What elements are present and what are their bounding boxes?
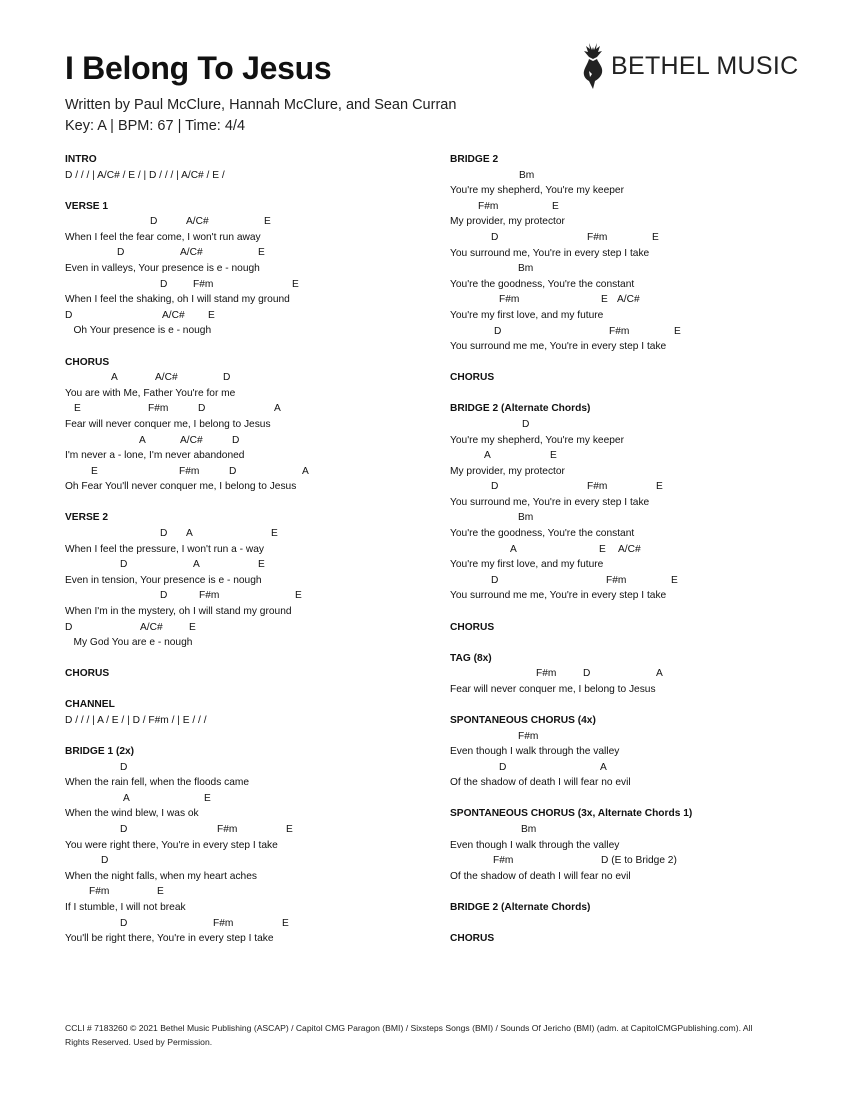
lyric-line: Of the shadow of death I will fear no evil [450, 777, 631, 789]
chord-line [450, 417, 840, 433]
chord-symbol: A [139, 434, 146, 446]
chord-line [65, 853, 455, 869]
copyright-footer: CCLI # 7183260 © 2021 Bethel Music Publishing (ASCAP) / Capitol CMG Paragon (BMI) / Sixsteps Songs (BMI) / Sounds Of Jericho (BMI) (adm. at CapitolCMGPublishing.com). All Rights Reserved. Used by Permission. [65, 1023, 753, 1047]
section-heading: CHORUS [450, 621, 495, 633]
chord-symbol: F#m [148, 403, 169, 415]
chord-symbol: F#m [213, 917, 234, 929]
chord-symbol: D (E to Bridge 2) [601, 855, 677, 867]
chord-line [450, 324, 840, 340]
song-section [450, 651, 840, 698]
chord-symbol: D [160, 527, 168, 539]
chord-symbol: E [550, 450, 557, 462]
chord-symbol: E [671, 574, 678, 586]
section-heading: BRIDGE 1 (2x) [65, 746, 135, 757]
lyric-line: Even in valleys, Your presence is e - nough [65, 263, 260, 275]
lyric-line: D / / / | A / E / | D / F#m / | E / / / [65, 714, 207, 726]
chord-symbol: F#m [587, 481, 608, 493]
chord-symbol: F#m [493, 855, 514, 867]
chord-symbol: A [302, 465, 309, 477]
chord-symbol: A/C# [617, 294, 640, 306]
song-section [450, 713, 840, 791]
chord-line [65, 557, 455, 573]
chord-symbol: Bm [518, 512, 534, 524]
chord-symbol: D [120, 559, 128, 571]
chord-symbol: E [286, 823, 293, 835]
song-section [450, 401, 840, 604]
section-heading: SPONTANEOUS CHORUS (3x, Alternate Chords 1) [450, 808, 693, 820]
chord-symbol: E [295, 590, 302, 602]
lyric-line: Oh Fear You'll never conquer me, I belong to Jesus [65, 481, 297, 493]
section-heading: BRIDGE 2 [450, 154, 499, 165]
chord-symbol: E [656, 481, 663, 493]
chord-symbol: A/C# [180, 247, 203, 259]
lyric-line: You surround me, You're in every step I take [450, 496, 650, 508]
chord-line [65, 370, 455, 386]
chord-symbol: E [264, 216, 271, 228]
section-heading: VERSE 2 [65, 512, 109, 524]
chord-symbol: E [292, 278, 299, 290]
lyric-line: You're the goodness, You're the constant [450, 528, 635, 540]
section-heading: TAG (8x) [450, 652, 492, 664]
chord-symbol: D [160, 590, 168, 602]
lyric-line: When the wind blew, I was ok [65, 808, 199, 820]
chord-line [65, 433, 455, 449]
chord-line [65, 245, 455, 261]
section-heading: BRIDGE 2 (Alternate Chords) [450, 901, 591, 913]
section-heading: CHORUS [65, 356, 110, 368]
lyric-line: You're my shepherd, You're my keeper [450, 434, 624, 446]
lyric-line: When I feel the fear come, I won't run away [65, 231, 261, 243]
chord-symbol: E [552, 200, 559, 212]
chord-line [65, 308, 455, 324]
lyric-line: When the night falls, when my heart aches [65, 870, 257, 882]
bethel-music-logo [580, 40, 798, 92]
chord-symbol: E [271, 527, 278, 539]
lyric-line: I'm never a - lone, I'm never abandoned [65, 450, 245, 462]
chord-symbol: D [499, 761, 507, 773]
chord-symbol: D [150, 216, 158, 228]
chord-symbol: F#m [478, 200, 499, 212]
section-heading: SPONTANEOUS CHORUS (4x) [450, 714, 596, 726]
chord-symbol: A [656, 668, 663, 680]
songwriters-line: Written by Paul McClure, Hannah McClure, and Sean Curran [65, 97, 457, 113]
chord-symbol: D [583, 668, 591, 680]
chord-line [65, 588, 455, 604]
chord-symbol: D [232, 434, 240, 446]
stag-head-icon [580, 41, 606, 91]
chord-symbol: Bm [518, 263, 534, 275]
chord-symbol: D [522, 418, 530, 430]
chord-symbol: E [674, 325, 681, 337]
chord-symbol: F#m [606, 574, 627, 586]
chord-line [450, 510, 840, 526]
section-heading: BRIDGE 2 (Alternate Chords) [450, 403, 591, 415]
chord-line [65, 916, 455, 932]
lyric-line: You're my shepherd, You're my keeper [450, 185, 624, 197]
chord-line [450, 448, 840, 464]
chord-symbol: F#m [217, 823, 238, 835]
lyric-line: Fear will never conquer me, I belong to Jesus [450, 683, 656, 695]
section-heading: CHORUS [65, 668, 110, 680]
lyric-line: My provider, my protector [450, 216, 565, 228]
section-heading: CHORUS [450, 372, 495, 384]
song-section [65, 355, 455, 495]
chord-symbol: E [208, 309, 215, 321]
song-section [65, 199, 455, 339]
chord-symbol: D [117, 247, 125, 259]
section-heading: CHORUS [450, 932, 495, 944]
chord-line [450, 760, 840, 776]
lyric-line: You surround me me, You're in every step I take [450, 341, 667, 353]
chord-symbol: D [120, 823, 128, 835]
chord-symbol: F#m [89, 886, 110, 898]
chord-symbol: D [223, 372, 231, 384]
song-section [65, 744, 455, 947]
chord-symbol: F#m [499, 294, 520, 306]
chord-symbol: D [494, 325, 502, 337]
chord-line [65, 526, 455, 542]
lyric-line: When the rain fell, when the floods came [65, 777, 250, 789]
chord-line [450, 292, 840, 308]
song-section [450, 370, 840, 386]
chord-symbol: E [157, 886, 164, 898]
lyric-line: You're my first love, and my future [450, 309, 604, 321]
lyric-line: Even though I walk through the valley [450, 746, 620, 758]
chord-symbol: A [484, 450, 491, 462]
chord-symbol: A/C# [186, 216, 209, 228]
chord-line [450, 261, 840, 277]
lyric-line: Even though I walk through the valley [450, 839, 620, 851]
chord-symbol: E [282, 917, 289, 929]
chord-symbol: E [258, 247, 265, 259]
chord-line [450, 666, 840, 682]
lyric-line: You surround me me, You're in every step I take [450, 590, 667, 602]
chord-line [450, 573, 840, 589]
lyric-line: You'll be right there, You're in every step I take [65, 933, 274, 945]
lyric-line: You're the goodness, You're the constant [450, 278, 635, 290]
lyric-line: When I feel the shaking, oh I will stand my ground [65, 294, 290, 306]
chord-line [65, 277, 455, 293]
chord-symbol: F#m [609, 325, 630, 337]
song-section [450, 620, 840, 636]
lyric-line: Fear will never conquer me, I belong to Jesus [65, 418, 271, 430]
chord-symbol: A [123, 792, 130, 804]
lyric-line: You are with Me, Father You're for me [65, 387, 236, 399]
chord-symbol: D [491, 481, 499, 493]
lyric-line: D / / / | A/C# / E / | D / / / | A/C# / E / [65, 169, 225, 181]
song-section [450, 931, 840, 947]
chord-symbol: E [258, 559, 265, 571]
chord-line [65, 760, 455, 776]
song-section [65, 510, 455, 650]
chord-symbol: E [189, 621, 196, 633]
key-bpm-time-line: Key: A | BPM: 67 | Time: 4/4 [65, 118, 246, 134]
chord-symbol: E [601, 294, 608, 306]
lyric-line: If I stumble, I will not break [65, 901, 186, 913]
song-title: I Belong To Jesus [65, 50, 332, 86]
chord-line [65, 214, 455, 230]
chord-symbol: D [101, 855, 109, 867]
chord-symbol: A [274, 403, 281, 415]
chord-symbol: D [120, 761, 128, 773]
right-column [450, 152, 840, 962]
lyric-line: When I'm in the mystery, oh I will stand my ground [65, 605, 292, 617]
chord-symbol: E [91, 465, 98, 477]
chord-symbol: Bm [521, 823, 537, 835]
lyric-line: You're my first love, and my future [450, 559, 604, 571]
lyric-line: When I feel the pressure, I won't run a - way [65, 543, 264, 555]
chord-symbol: A [111, 372, 118, 384]
chord-symbol: F#m [536, 668, 557, 680]
song-section [65, 152, 455, 183]
chord-symbol: D [491, 574, 499, 586]
chord-symbol: D [65, 621, 73, 633]
chord-symbol: D [229, 465, 237, 477]
left-column [65, 152, 455, 962]
chord-line [450, 199, 840, 215]
chord-line [65, 791, 455, 807]
chord-symbol: A/C# [180, 434, 203, 446]
chord-symbol: A/C# [162, 309, 185, 321]
chord-symbol: F#m [199, 590, 220, 602]
chord-line [450, 542, 840, 558]
chord-line [65, 822, 455, 838]
song-section [450, 806, 840, 884]
section-heading: INTRO [65, 154, 97, 165]
lyric-line: Even in tension, Your presence is e - nough [65, 574, 262, 586]
chord-symbol: F#m [587, 231, 608, 243]
chord-symbol: A [186, 527, 193, 539]
chord-symbol: A [510, 543, 517, 555]
chord-symbol: A/C# [618, 543, 641, 555]
lyric-line: Oh Your presence is e - nough [65, 325, 212, 337]
song-section [65, 666, 455, 682]
chord-symbol: E [74, 403, 81, 415]
chord-symbol: A/C# [140, 621, 163, 633]
section-heading: CHANNEL [65, 699, 115, 711]
song-section [450, 900, 840, 916]
chord-line [450, 479, 840, 495]
chord-symbol: A/C# [155, 372, 178, 384]
chord-line [450, 168, 840, 184]
lyric-line: You surround me, You're in every step I take [450, 247, 650, 259]
lyric-line: My provider, my protector [450, 465, 565, 477]
chord-line [65, 884, 455, 900]
chord-symbol: F#m [518, 730, 539, 742]
chord-symbol: E [652, 231, 659, 243]
chord-symbol: D [65, 309, 73, 321]
chord-line [450, 230, 840, 246]
chord-symbol: F#m [179, 465, 200, 477]
chord-line [65, 620, 455, 636]
lyric-line: Of the shadow of death I will fear no evil [450, 870, 631, 882]
song-section [450, 152, 840, 355]
logo-wordmark: BETHEL MUSIC [611, 51, 799, 80]
lyric-line: You were right there, You're in every step I take [65, 839, 278, 851]
chord-line [450, 822, 840, 838]
chord-symbol: D [198, 403, 206, 415]
chord-symbol: D [491, 231, 499, 243]
chord-symbol: A [600, 761, 607, 773]
chord-line [450, 853, 840, 869]
chord-line [450, 729, 840, 745]
chord-symbol: F#m [193, 278, 214, 290]
chord-symbol: Bm [519, 169, 535, 181]
chord-symbol: A [193, 559, 200, 571]
chord-line [65, 401, 455, 417]
chord-symbol: D [120, 917, 128, 929]
chord-symbol: D [160, 278, 168, 290]
section-heading: VERSE 1 [65, 200, 109, 212]
chord-line [65, 464, 455, 480]
chord-symbol: E [204, 792, 211, 804]
song-section [65, 697, 455, 728]
lyric-line: My God You are e - nough [65, 637, 193, 649]
chord-symbol: E [599, 543, 606, 555]
